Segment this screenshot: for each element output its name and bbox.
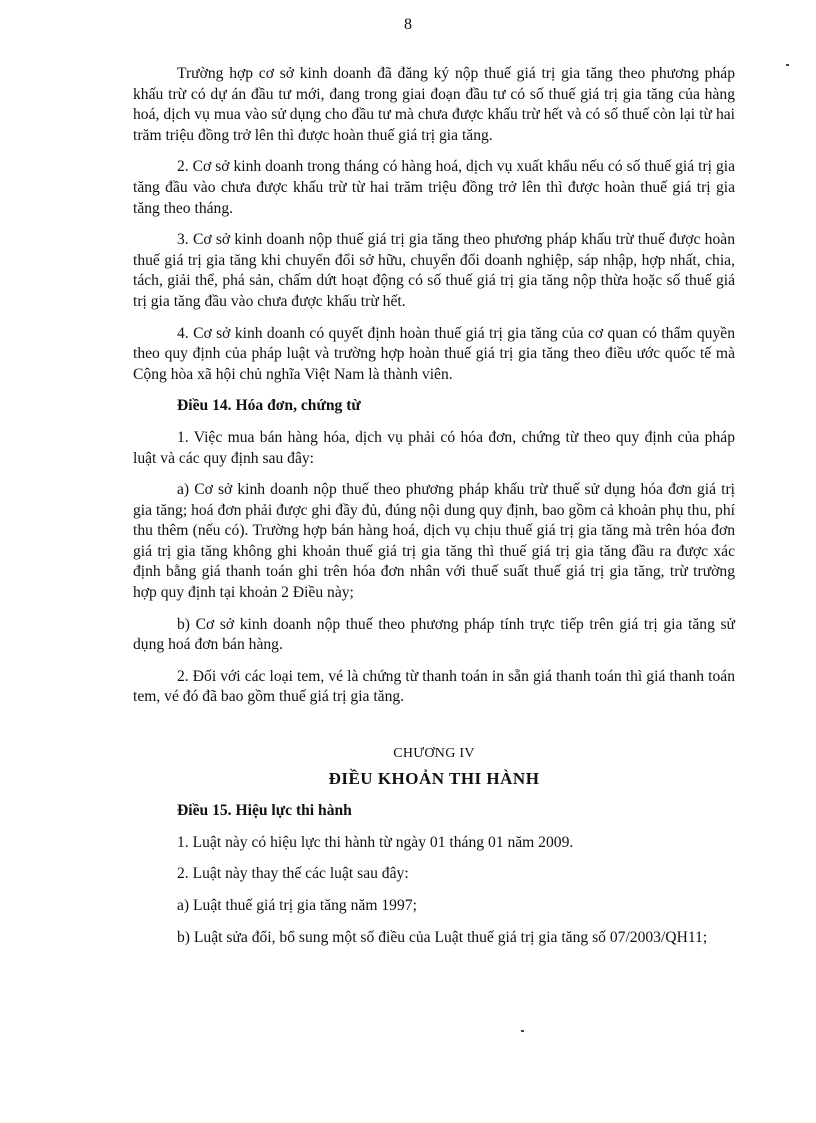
article-15-point-b: b) Luật sửa đổi, bổ sung một số điều của Luật thuế giá trị gia tăng số 07/2003/QH11; [177, 928, 708, 946]
article-14-point-a: a) Cơ sở kinh doanh nộp thuế theo phương pháp khấu trừ thuế sử dụng hóa đơn giá trị gia tăng; hoá đơn phải được ghi đầy đủ, đúng nội dung quy định, bao gồm cả khoản phụ thu, phí thu thêm (nếu có). Trường hợp bán hàng hoá, dịch vụ chịu thuế giá trị gia tăng mà trên hóa đơn giá trị gia tăng không ghi khoản thuế giá trị gia tăng thì thuế giá trị gia tăng đầu ra được xác định bằng giá thanh toán ghi trên hóa đơn nhân với thuế suất thuế giá trị gia tăng, trừ trường hợp quy định tại khoản 2 Điều này; [133, 481, 735, 602]
article-15-clause-1: 1. Luật này có hiệu lực thi hành từ ngày 01 tháng 01 năm 2009. [177, 833, 574, 851]
paragraph-refund-investment: Trường hợp cơ sở kinh doanh đã đăng ký nộp thuế giá trị gia tăng theo phương pháp khấu trừ có dự án đầu tư mới, đang trong giai đoạn đầu tư có số thuế giá trị gia tăng của hàng hoá, dịch vụ mua vào sử dụng cho đầu tư mà chưa được khấu trừ hết và có số thuế còn lại từ hai trăm triệu đồng trở lên thì được hoàn thuế giá trị gia tăng. [133, 65, 735, 144]
scan-speck [521, 1030, 524, 1032]
article-15-heading: Điều 15. Hiệu lực thi hành [177, 802, 352, 820]
chapter-label: CHƯƠNG IV [393, 746, 475, 762]
article-14-clause-1: 1. Việc mua bán hàng hóa, dịch vụ phải có hóa đơn, chứng từ theo quy định của pháp luật và các quy định sau đây: [133, 428, 735, 467]
paragraph-clause-4: 4. Cơ sở kinh doanh có quyết định hoàn thuế giá trị gia tăng của cơ quan có thẩm quyền theo quy định của pháp luật và trường hợp hoàn thuế giá trị gia tăng theo điều ước quốc tế mà Cộng hòa xã hội chủ nghĩa Việt Nam là thành viên. [133, 324, 735, 383]
paragraph-clause-2: 2. Cơ sở kinh doanh trong tháng có hàng hoá, dịch vụ xuất khẩu nếu có số thuế giá trị gia tăng đầu vào chưa được khấu trừ từ hai trăm triệu đồng trở lên thì được hoàn thuế giá trị gia tăng theo tháng. [133, 158, 735, 217]
scan-speck [786, 64, 789, 66]
document-body [133, 64, 735, 959]
article-14-clause-2: 2. Đối với các loại tem, vé là chứng từ thanh toán in sẵn giá thanh toán thì giá thanh toán tem, vé đó đã bao gồm thuế giá trị gia tăng. [133, 667, 735, 706]
chapter-title: ĐIỀU KHOẢN THI HÀNH [328, 768, 540, 788]
article-14-heading: Điều 14. Hóa đơn, chứng từ [177, 397, 361, 415]
article-15-point-a: a) Luật thuế giá trị gia tăng năm 1997; [177, 897, 417, 914]
page-number: 8 [404, 16, 412, 33]
article-15-clause-2: 2. Luật này thay thế các luật sau đây: [177, 865, 409, 883]
article-14-point-b: b) Cơ sở kinh doanh nộp thuế theo phương pháp tính trực tiếp trên giá trị gia tăng sử dụng hoá đơn bán hàng. [133, 615, 735, 654]
paragraph-clause-3: 3. Cơ sở kinh doanh nộp thuế giá trị gia tăng theo phương pháp khấu trừ thuế được hoàn thuế giá trị gia tăng khi chuyển đổi sở hữu, chuyển đổi doanh nghiệp, sáp nhập, hợp nhất, chia, tách, giải thể, phá sản, chấm dứt hoạt động có số thuế giá trị gia tăng nộp thừa hoặc số thuế giá trị gia tăng đầu vào chưa được khấu trừ hết. [133, 231, 735, 310]
